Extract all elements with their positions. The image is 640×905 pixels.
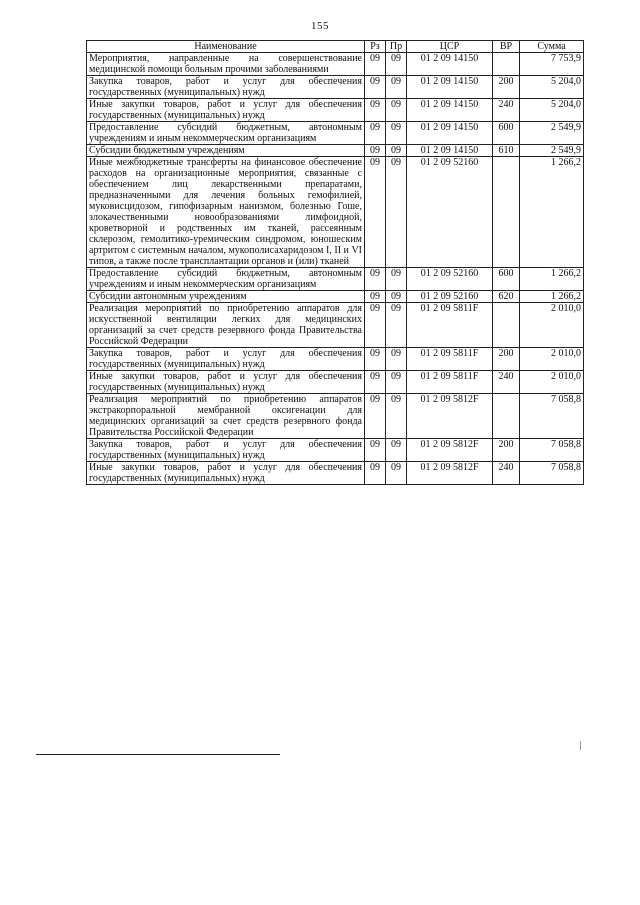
table-row xyxy=(87,348,584,371)
cell-vr: 200 xyxy=(493,76,520,99)
cell-vr: 240 xyxy=(493,371,520,394)
header-csr: ЦСР xyxy=(407,41,493,53)
cell-csr: 01 2 09 5812F xyxy=(407,439,493,462)
cell-sum: 1 266,2 xyxy=(520,268,584,291)
cell-name: Закупка товаров, работ и услуг для обеспечения государственных (муниципальных) нужд xyxy=(87,348,365,371)
cell-name: Иные межбюджетные трансферты на финансовое обеспечение расходов на организационные мероприятия, связанные с обеспечением лиц лекарственными препаратами, предназначенными для лечения больных гемофилией, муковисцидозом, гипофизарным нанизмом, болезнью Гоше, злокачественными новообразованиями лимфоидной, кроветворной и родственных им тканей, рассеянным склерозом, гемолитико-уремическим синдромом, юношеским артритом с системным началом, мукополисахаридозом I, II и VI типов, а также после трансплантации органов и (или) тканей xyxy=(87,157,365,268)
header-rz: Рз xyxy=(365,41,386,53)
cell-pr: 09 xyxy=(386,76,407,99)
table-row xyxy=(87,462,584,485)
cell-sum: 2 010,0 xyxy=(520,303,584,348)
table-row xyxy=(87,76,584,99)
cell-sum: 2 549,9 xyxy=(520,122,584,145)
cell-vr: 200 xyxy=(493,348,520,371)
budget-table xyxy=(86,40,584,485)
cell-sum: 2 010,0 xyxy=(520,348,584,371)
cell-vr xyxy=(493,303,520,348)
cell-csr: 01 2 09 14150 xyxy=(407,76,493,99)
cell-csr: 01 2 09 14150 xyxy=(407,99,493,122)
cell-name: Закупка товаров, работ и услуг для обеспечения государственных (муниципальных) нужд xyxy=(87,76,365,99)
cell-csr: 01 2 09 52160 xyxy=(407,291,493,303)
cell-pr: 09 xyxy=(386,268,407,291)
cell-sum: 7 058,8 xyxy=(520,439,584,462)
header-vr: ВР xyxy=(493,41,520,53)
header-sum: Сумма xyxy=(520,41,584,53)
cell-sum: 7 058,8 xyxy=(520,394,584,439)
cell-vr: 200 xyxy=(493,439,520,462)
cell-name: Субсидии автономным учреждениям xyxy=(87,291,365,303)
cell-name: Предоставление субсидий бюджетным, автономным учреждениям и иным некоммерческим организациям xyxy=(87,122,365,145)
cell-sum: 5 204,0 xyxy=(520,99,584,122)
cell-rz: 09 xyxy=(365,462,386,485)
cell-vr: 620 xyxy=(493,291,520,303)
table-row xyxy=(87,394,584,439)
cell-rz: 09 xyxy=(365,122,386,145)
cell-vr: 240 xyxy=(493,99,520,122)
cell-pr: 09 xyxy=(386,394,407,439)
cell-pr: 09 xyxy=(386,145,407,157)
cell-csr: 01 2 09 5812F xyxy=(407,394,493,439)
cell-rz: 09 xyxy=(365,439,386,462)
cell-csr: 01 2 09 14150 xyxy=(407,145,493,157)
table-row xyxy=(87,291,584,303)
cell-vr xyxy=(493,53,520,76)
cell-rz: 09 xyxy=(365,268,386,291)
cell-pr: 09 xyxy=(386,462,407,485)
cell-pr: 09 xyxy=(386,439,407,462)
cell-name: Иные закупки товаров, работ и услуг для обеспечения государственных (муниципальных) нужд xyxy=(87,371,365,394)
cell-name: Закупка товаров, работ и услуг для обеспечения государственных (муниципальных) нужд xyxy=(87,439,365,462)
table-row xyxy=(87,439,584,462)
cell-vr xyxy=(493,394,520,439)
cell-sum: 7 058,8 xyxy=(520,462,584,485)
table-header-row xyxy=(87,41,584,53)
cell-pr: 09 xyxy=(386,371,407,394)
cell-rz: 09 xyxy=(365,291,386,303)
cell-rz: 09 xyxy=(365,76,386,99)
cell-csr: 01 2 09 52160 xyxy=(407,268,493,291)
header-name: Наименование xyxy=(87,41,365,53)
cell-vr xyxy=(493,157,520,268)
table-row xyxy=(87,268,584,291)
cell-rz: 09 xyxy=(365,145,386,157)
table-row xyxy=(87,99,584,122)
cell-csr: 01 2 09 5811F xyxy=(407,371,493,394)
cell-sum: 2 549,9 xyxy=(520,145,584,157)
cell-pr: 09 xyxy=(386,157,407,268)
margin-mark xyxy=(580,741,581,750)
cell-csr: 01 2 09 5811F xyxy=(407,303,493,348)
cell-pr: 09 xyxy=(386,291,407,303)
cell-pr: 09 xyxy=(386,99,407,122)
table-body xyxy=(87,53,584,485)
cell-sum: 1 266,2 xyxy=(520,157,584,268)
cell-rz: 09 xyxy=(365,348,386,371)
cell-csr: 01 2 09 14150 xyxy=(407,122,493,145)
cell-pr: 09 xyxy=(386,303,407,348)
cell-rz: 09 xyxy=(365,99,386,122)
cell-pr: 09 xyxy=(386,53,407,76)
table-row xyxy=(87,157,584,268)
page-number: 155 xyxy=(311,20,329,32)
cell-sum: 7 753,9 xyxy=(520,53,584,76)
cell-rz: 09 xyxy=(365,303,386,348)
cell-rz: 09 xyxy=(365,371,386,394)
cell-csr: 01 2 09 52160 xyxy=(407,157,493,268)
cell-name: Иные закупки товаров, работ и услуг для обеспечения государственных (муниципальных) нужд xyxy=(87,99,365,122)
cell-vr: 610 xyxy=(493,145,520,157)
cell-name: Субсидии бюджетным учреждениям xyxy=(87,145,365,157)
cell-pr: 09 xyxy=(386,348,407,371)
cell-csr: 01 2 09 14150 xyxy=(407,53,493,76)
header-pr: Пр xyxy=(386,41,407,53)
table-row xyxy=(87,145,584,157)
cell-name: Мероприятия, направленные на совершенствование медицинской помощи больным прочими заболеваниями xyxy=(87,53,365,76)
cell-name: Иные закупки товаров, работ и услуг для обеспечения государственных (муниципальных) нужд xyxy=(87,462,365,485)
table-row xyxy=(87,53,584,76)
cell-csr: 01 2 09 5812F xyxy=(407,462,493,485)
table-row xyxy=(87,371,584,394)
cell-name: Реализация мероприятий по приобретению аппаратов экстракорпоральной мембранной оксигенации для медицинских организаций за счет средств резервного фонда Правительства Российской Федерации xyxy=(87,394,365,439)
cell-sum: 2 010,0 xyxy=(520,371,584,394)
cell-rz: 09 xyxy=(365,157,386,268)
cell-name: Реализация мероприятий по приобретению аппаратов для искусственной вентиляции легких для медицинских организаций за счет средств резервного фонда Правительства Российской Федерации xyxy=(87,303,365,348)
cell-sum: 1 266,2 xyxy=(520,291,584,303)
cell-rz: 09 xyxy=(365,394,386,439)
cell-vr: 600 xyxy=(493,122,520,145)
table-row xyxy=(87,122,584,145)
cell-vr: 600 xyxy=(493,268,520,291)
table-row xyxy=(87,303,584,348)
footer-divider xyxy=(36,754,280,755)
cell-sum: 5 204,0 xyxy=(520,76,584,99)
cell-pr: 09 xyxy=(386,122,407,145)
cell-csr: 01 2 09 5811F xyxy=(407,348,493,371)
cell-name: Предоставление субсидий бюджетным, автономным учреждениям и иным некоммерческим организациям xyxy=(87,268,365,291)
cell-rz: 09 xyxy=(365,53,386,76)
cell-vr: 240 xyxy=(493,462,520,485)
